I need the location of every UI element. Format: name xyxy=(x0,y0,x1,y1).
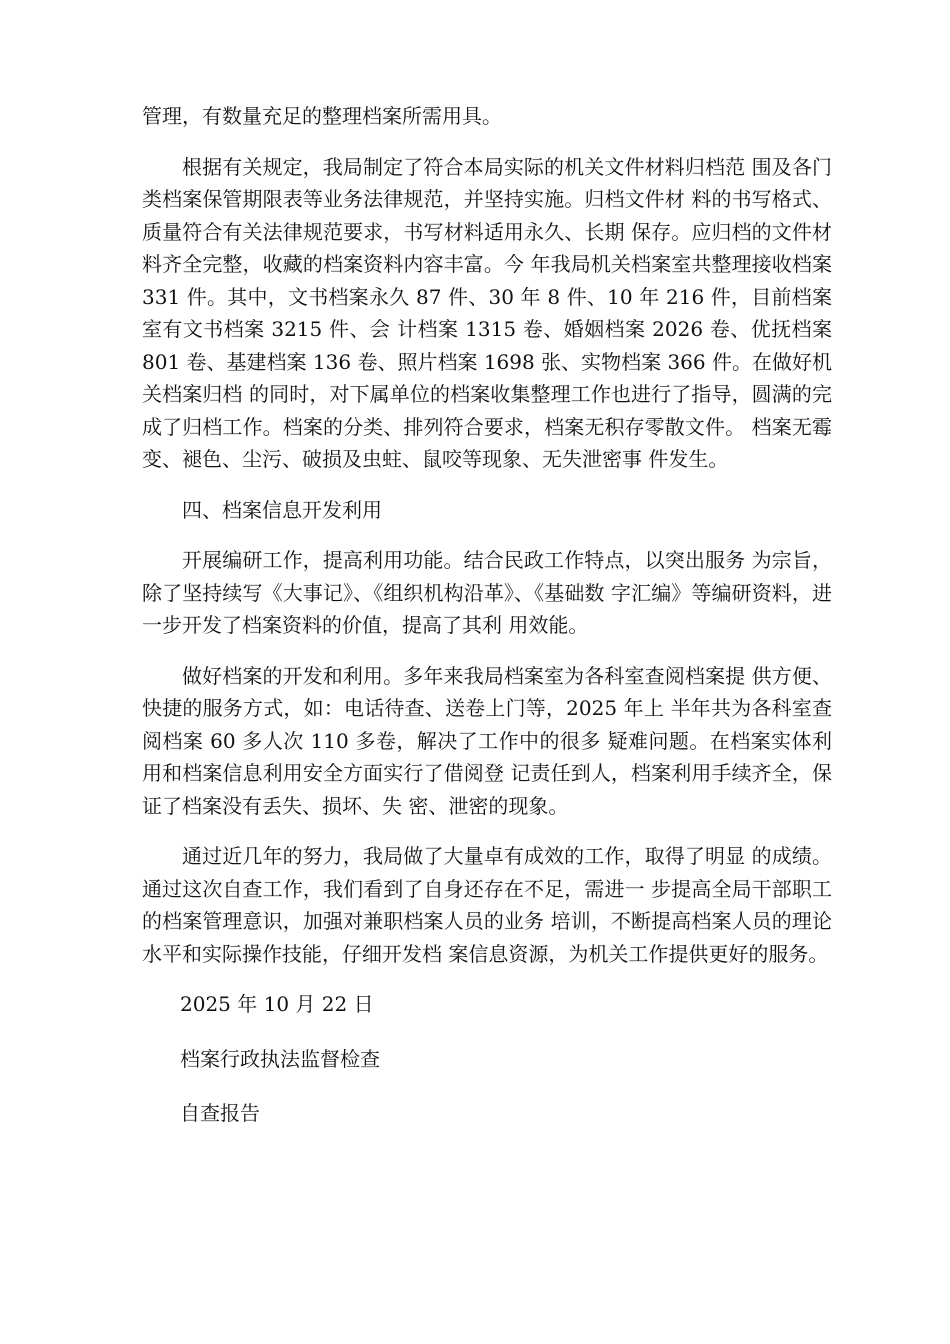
paragraph-archiving-rules: 根据有关规定，我局制定了符合本局实际的机关文件材料归档范 围及各门类档案保管期限表等业务法律规范，并坚持实施。归档文件材 料的书写格式、质量符合有关法律规范要求，书写材料适用永久、长期 保存。应归档的文件材料齐全完整，收藏的档案资料内容丰富。今 年我局机关档案室共整理接收档案 331 件。其中，文书档案永久 87 件、30 年 8 件、10 年 216 件，目前档案室有文书档案 3215 件、会 计档案 1315 卷、婚姻档案 2026 卷、优抚档案 801 卷、基建档案 136 卷、照片档案 1698 张、实物档案 366 件。在做好机关档案归档 的同时，对下属单位的档案收集整理工作也进行了指导，圆满的完 成了归档工作。档案的分类、排列符合要求，档案无积存零散文件。 档案无霉变、褪色、尘污、破损及虫蛀、鼠咬等现象、无失泄密事 件发生。 xyxy=(142,154,832,471)
document-body xyxy=(142,100,832,1152)
closing-title-line-2: 自查报告 xyxy=(180,1101,260,1125)
paragraph-continuation: 管理，有数量充足的整理档案所需用具。 xyxy=(142,104,502,128)
paragraph-compilation-research: 开展编研工作，提高利用功能。结合民政工作特点，以突出服务 为宗旨，除了坚持续写《大事记》、《组织机构沿革》、《基础数 字汇编》等编研资料，进一步开发了档案资料的价值，提高了其利 用效能。 xyxy=(142,548,832,637)
paragraph-archive-utilization: 做好档案的开发和利用。多年来我局档案室为各科室查阅档案提 供方便、快捷的服务方式，如：电话待查、送卷上门等，2025 年上 半年共为各科室查阅档案 60 多人次 110 多卷，解决了工作中的很多 疑难问题。在档案实体利用和档案信息利用安全方面实行了借阅登 记责任到人，档案利用手续齐全，保证了档案没有丢失、损坏、失 密、泄密的现象。 xyxy=(142,663,832,818)
report-date: 2025 年 10 月 22 日 xyxy=(180,992,374,1016)
section-heading-info-development: 四、档案信息开发利用 xyxy=(182,497,382,522)
paragraph-conclusion: 通过近几年的努力，我局做了大量卓有成效的工作，取得了明显 的成绩。通过这次自查工作，我们看到了自身还存在不足，需进一 步提高全局干部职工的档案管理意识，加强对兼职档案人员的业务 培训，不断提高档案人员的理论水平和实际操作技能，仔细开发档 案信息资源，为机关工作提供更好的服务。 xyxy=(142,844,832,966)
closing-title-line-1: 档案行政执法监督检查 xyxy=(180,1046,380,1071)
